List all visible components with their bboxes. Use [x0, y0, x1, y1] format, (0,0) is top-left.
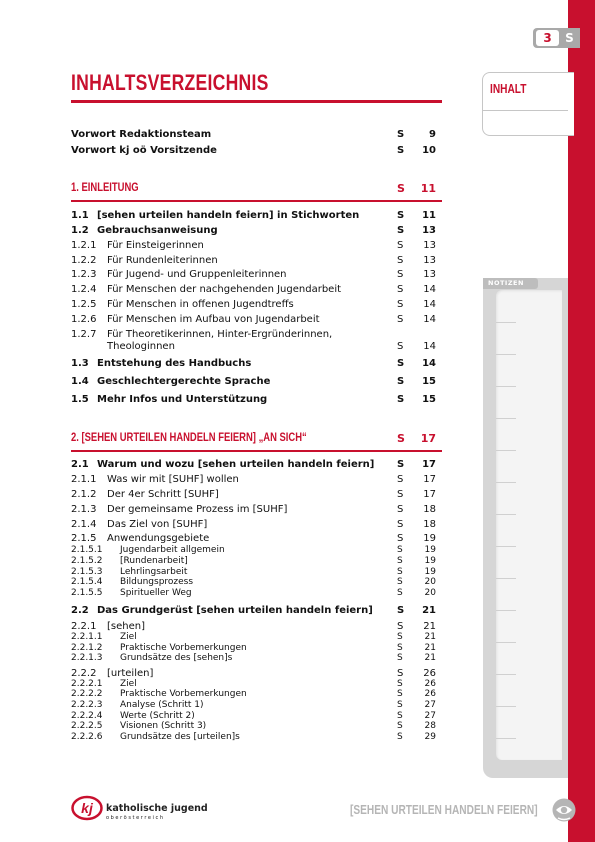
toc-entry-s: S [397, 556, 403, 566]
toc-entry-s: S [397, 225, 405, 236]
toc-entry-text: Visionen (Schritt 3) [120, 721, 207, 731]
note-line [496, 738, 516, 739]
toc-entry-s: S [397, 721, 403, 731]
toc-entry-s: S [397, 240, 404, 251]
toc-entry-number: 2.1.5.1 [71, 545, 103, 555]
toc-entry-number: 2.1.2 [71, 489, 97, 500]
toc-entry-number: 2.2.2.6 [71, 732, 103, 742]
toc-entry-s: S [397, 284, 404, 295]
inhalt-tab-label: INHALT [490, 81, 527, 96]
toc-entry-number: 1.1 [71, 210, 89, 221]
toc-entry-text: Bildungsprozess [120, 577, 194, 587]
toc-entry-s: S [397, 145, 405, 156]
toc-entry-number: 1.3 [71, 358, 89, 369]
toc-entry-page: 26 [424, 689, 436, 699]
toc-entry-number: 2.1.3 [71, 504, 97, 515]
note-line [496, 450, 516, 451]
toc-entry-text: Ziel [120, 679, 137, 689]
toc-entry-s: S [397, 689, 403, 699]
toc-entry-s: S [397, 643, 403, 653]
toc-entry-page: 19 [423, 533, 436, 544]
toc-entry-s: S [397, 255, 404, 266]
toc-entry-text: Praktische Vorbemerkungen [120, 689, 247, 699]
toc-entry-s: S [397, 567, 403, 577]
toc-entry-number: 2.1.5.5 [71, 588, 103, 598]
toc-entry-s: S [397, 679, 403, 689]
toc-entry-page: 27 [424, 700, 436, 710]
note-line [496, 386, 516, 387]
chapter-page: 11 [420, 182, 436, 195]
toc-entry-text: Grundsätze des [urteilen]s [120, 732, 240, 742]
toc-entry-s: S [397, 732, 403, 742]
toc-entry-text: Analyse (Schritt 1) [120, 700, 204, 710]
toc-entry-text: Was wir mit [SUHF] wollen [107, 474, 239, 485]
toc-entry-number: 1.2.3 [71, 269, 97, 280]
toc-entry-number: 1.2.4 [71, 284, 97, 295]
toc-entry-s: S [397, 533, 404, 544]
toc-entry-page: 21 [423, 621, 436, 632]
toc-entry-page: 14 [423, 299, 436, 310]
toc-entry-text: Lehrlingsarbeit [120, 567, 188, 577]
toc-entry-number: 1.2 [71, 225, 89, 236]
toc-entry-text: Ziel [120, 632, 137, 642]
chapter-s: S [397, 432, 405, 445]
toc-entry-s: S [397, 668, 404, 679]
notes-label: NOTIZEN [488, 279, 524, 287]
toc-entry-text: Der gemeinsame Prozess im [SUHF] [107, 504, 288, 515]
toc-entry-text: Der 4er Schritt [SUHF] [107, 489, 219, 500]
toc-entry-s: S [397, 588, 403, 598]
chapter-rule [71, 200, 442, 202]
toc-entry-s: S [397, 605, 405, 616]
toc-entry-number: 2.1.5 [71, 533, 97, 544]
toc-entry-text: Werte (Schritt 2) [120, 711, 195, 721]
page-number: 3 [543, 31, 552, 45]
toc-entry-page: 15 [422, 376, 436, 387]
toc-entry-s: S [397, 545, 403, 555]
toc-entry-page: 17 [423, 474, 436, 485]
chapter-page: 17 [420, 432, 436, 445]
toc-entry-page: 19 [424, 556, 436, 566]
toc-entry-number: 2.1.5.3 [71, 567, 103, 577]
toc-entry-text: Entstehung des Handbuchs [97, 358, 252, 369]
toc-entry-number: 1.2.2 [71, 255, 97, 266]
toc-entry-page: 21 [424, 653, 436, 663]
toc-entry-text: Gebrauchsanweisung [97, 225, 218, 236]
toc-entry-s: S [397, 459, 405, 470]
toc-entry-page: 26 [423, 668, 436, 679]
toc-entry-number: 1.2.6 [71, 314, 97, 325]
note-line [496, 418, 516, 419]
toc-entry-number: 2.1.5.2 [71, 556, 103, 566]
toc-entry-number: 2.2 [71, 605, 89, 616]
toc-entry-page: 18 [423, 519, 436, 530]
toc-entry-text: Jugendarbeit allgemein [120, 545, 225, 555]
toc-entry-text: Für Jugend- und Gruppenleiterinnen [107, 269, 287, 280]
toc-entry-text: Grundsätze des [sehen]s [120, 653, 233, 663]
toc-entry-s: S [397, 577, 403, 587]
toc-entry-page: 13 [422, 225, 436, 236]
toc-entry-text: Praktische Vorbemerkungen [120, 643, 247, 653]
notes-paper[interactable] [496, 290, 562, 760]
toc-entry-page: 9 [429, 129, 436, 140]
eye-spiral-icon [552, 796, 576, 824]
toc-entry-s: S [397, 129, 405, 140]
toc-entry-s: S [397, 632, 403, 642]
toc-entry-text: Geschlechtergerechte Sprache [97, 376, 271, 387]
title-rule [71, 100, 442, 103]
chapter-title: 1. EINLEITUNG [71, 182, 139, 194]
toc-entry-s: S [397, 519, 404, 530]
toc-entry-number: 2.2.2 [71, 668, 97, 679]
toc-entry-page: 21 [424, 643, 436, 653]
toc-entry-number: 1.4 [71, 376, 89, 387]
toc-entry-text: Für Menschen der nachgehenden Jugendarbeit [107, 284, 342, 295]
toc-entry-text: Für Menschen in offenen Jugendtreffs [107, 299, 294, 310]
logo-name: katholische jugend [106, 803, 208, 814]
toc-entry-text: Warum und wozu [sehen urteilen handeln feiern] [97, 459, 375, 470]
toc-entry-number: 1.2.5 [71, 299, 97, 310]
toc-entry-s: S [397, 358, 405, 369]
toc-entry-page: 10 [422, 145, 436, 156]
toc-entry-number: 1.5 [71, 394, 89, 405]
toc-entry-text: Für Einsteigerinnen [107, 240, 204, 251]
toc-entry-s: S [397, 341, 404, 352]
toc-entry-s: S [397, 711, 403, 721]
note-line [496, 514, 516, 515]
toc-entry-page: 14 [423, 314, 436, 325]
toc-entry-text: Vorwort kj oö Vorsitzende [71, 145, 217, 156]
kj-logo-icon [71, 795, 103, 821]
toc-entry-s: S [397, 621, 404, 632]
page-title: INHALTSVERZEICHNIS [71, 70, 269, 95]
toc-entry-s: S [397, 504, 404, 515]
note-line [496, 354, 516, 355]
toc-entry-page: 21 [424, 632, 436, 642]
toc-entry-number: 2.2.1.3 [71, 653, 103, 663]
toc-entry-page: 13 [423, 255, 436, 266]
toc-entry-page: 21 [422, 605, 436, 616]
note-line [496, 578, 516, 579]
toc-entry-s: S [397, 700, 403, 710]
toc-entry-page: 26 [424, 679, 436, 689]
toc-entry-page: 17 [422, 459, 436, 470]
toc-entry-text-line2: Theologinnen [107, 341, 175, 352]
toc-entry-number: 2.1 [71, 459, 89, 470]
toc-entry-number: 2.2.1.1 [71, 632, 103, 642]
toc-entry-s: S [397, 299, 404, 310]
chapter-heading-2[interactable] [71, 430, 442, 450]
toc-entry-page: 18 [423, 504, 436, 515]
toc-entry-text: Das Ziel von [SUHF] [107, 519, 208, 530]
toc-entry-text: Für Theoretikerinnen, Hinter-Ergründerinnen, [107, 329, 333, 340]
toc-entry-number: 2.2.1.2 [71, 643, 103, 653]
toc-entry-s: S [397, 653, 403, 663]
toc-entry-s: S [397, 489, 404, 500]
toc-entry-page: 13 [423, 269, 436, 280]
note-line [496, 706, 516, 707]
toc-entry-number: 2.1.1 [71, 474, 97, 485]
toc-entry-text: Für Rundenleiterinnen [107, 255, 218, 266]
toc-entry-page: 29 [424, 732, 436, 742]
toc-entry-s: S [397, 269, 404, 280]
toc-entry-number: 2.2.2.3 [71, 700, 103, 710]
toc-entry-text: Vorwort Redaktionsteam [71, 129, 212, 140]
toc-entry-number: 1.2.1 [71, 240, 97, 251]
toc-entry-s: S [397, 376, 405, 387]
page-letter: S [565, 31, 574, 45]
inhalt-tab-divider [482, 110, 568, 111]
toc-entry-s: S [397, 210, 405, 221]
toc-entry-number: 2.1.5.4 [71, 577, 103, 587]
toc-entry-text: Für Menschen im Aufbau von Jugendarbeit [107, 314, 320, 325]
chapter-s: S [397, 182, 405, 195]
toc-entry-page: 19 [424, 545, 436, 555]
toc-entry-number: 1.2.7 [71, 329, 97, 340]
toc-entry-s: S [397, 314, 404, 325]
toc-entry-number: 2.2.2.4 [71, 711, 103, 721]
toc-entry-text: Mehr Infos und Unterstützung [97, 394, 268, 405]
logo-mark-text: kj [81, 800, 93, 816]
chapter-title: 2. [SEHEN URTEILEN HANDELN FEIERN] „AN SICH“ [71, 432, 307, 444]
toc-entry-text: Anwendungsgebiete [107, 533, 210, 544]
toc-entry-number: 2.2.1 [71, 621, 97, 632]
toc-entry-page: 13 [423, 240, 436, 251]
toc-entry-text: Spiritueller Weg [120, 588, 192, 598]
toc-entry-page: 14 [423, 284, 436, 295]
footer-tagline: [SEHEN URTEILEN HANDELN FEIERN] [350, 802, 538, 817]
note-line [496, 482, 516, 483]
toc-entry-number: 2.2.2.5 [71, 721, 103, 731]
toc-entry-text: [sehen urteilen handeln feiern] in Stichworten [97, 210, 360, 221]
toc-entry-page: 28 [424, 721, 436, 731]
toc-entry-number: 2.2.2.1 [71, 679, 103, 689]
chapter-heading-1[interactable] [71, 180, 442, 200]
toc-entry-s: S [397, 394, 405, 405]
note-line [496, 674, 516, 675]
toc-entry-page: 27 [424, 711, 436, 721]
toc-entry-text: [urteilen] [107, 668, 154, 679]
toc-entry-page: 17 [423, 489, 436, 500]
note-line [496, 546, 516, 547]
toc-entry-page: 14 [423, 341, 436, 352]
note-line [496, 610, 516, 611]
toc-entry-page: 11 [422, 210, 436, 221]
toc-entry-page: 20 [424, 588, 436, 598]
toc-entry-page: 19 [424, 567, 436, 577]
toc-entry-text: [Rundenarbeit] [120, 556, 188, 566]
note-line [496, 322, 516, 323]
toc-entry-page: 15 [422, 394, 436, 405]
toc-entry-number: 2.1.4 [71, 519, 97, 530]
toc-entry-s: S [397, 474, 404, 485]
toc-entry-text: Das Grundgerüst [sehen urteilen handeln feiern] [97, 605, 373, 616]
logo-subtitle: oberösterreich [106, 815, 165, 821]
chapter-rule [71, 450, 442, 452]
toc-entry-page: 20 [424, 577, 436, 587]
toc-entry-number: 2.2.2.2 [71, 689, 103, 699]
toc-entry-page: 14 [422, 358, 436, 369]
toc-entry-text: [sehen] [107, 621, 145, 632]
note-line [496, 642, 516, 643]
